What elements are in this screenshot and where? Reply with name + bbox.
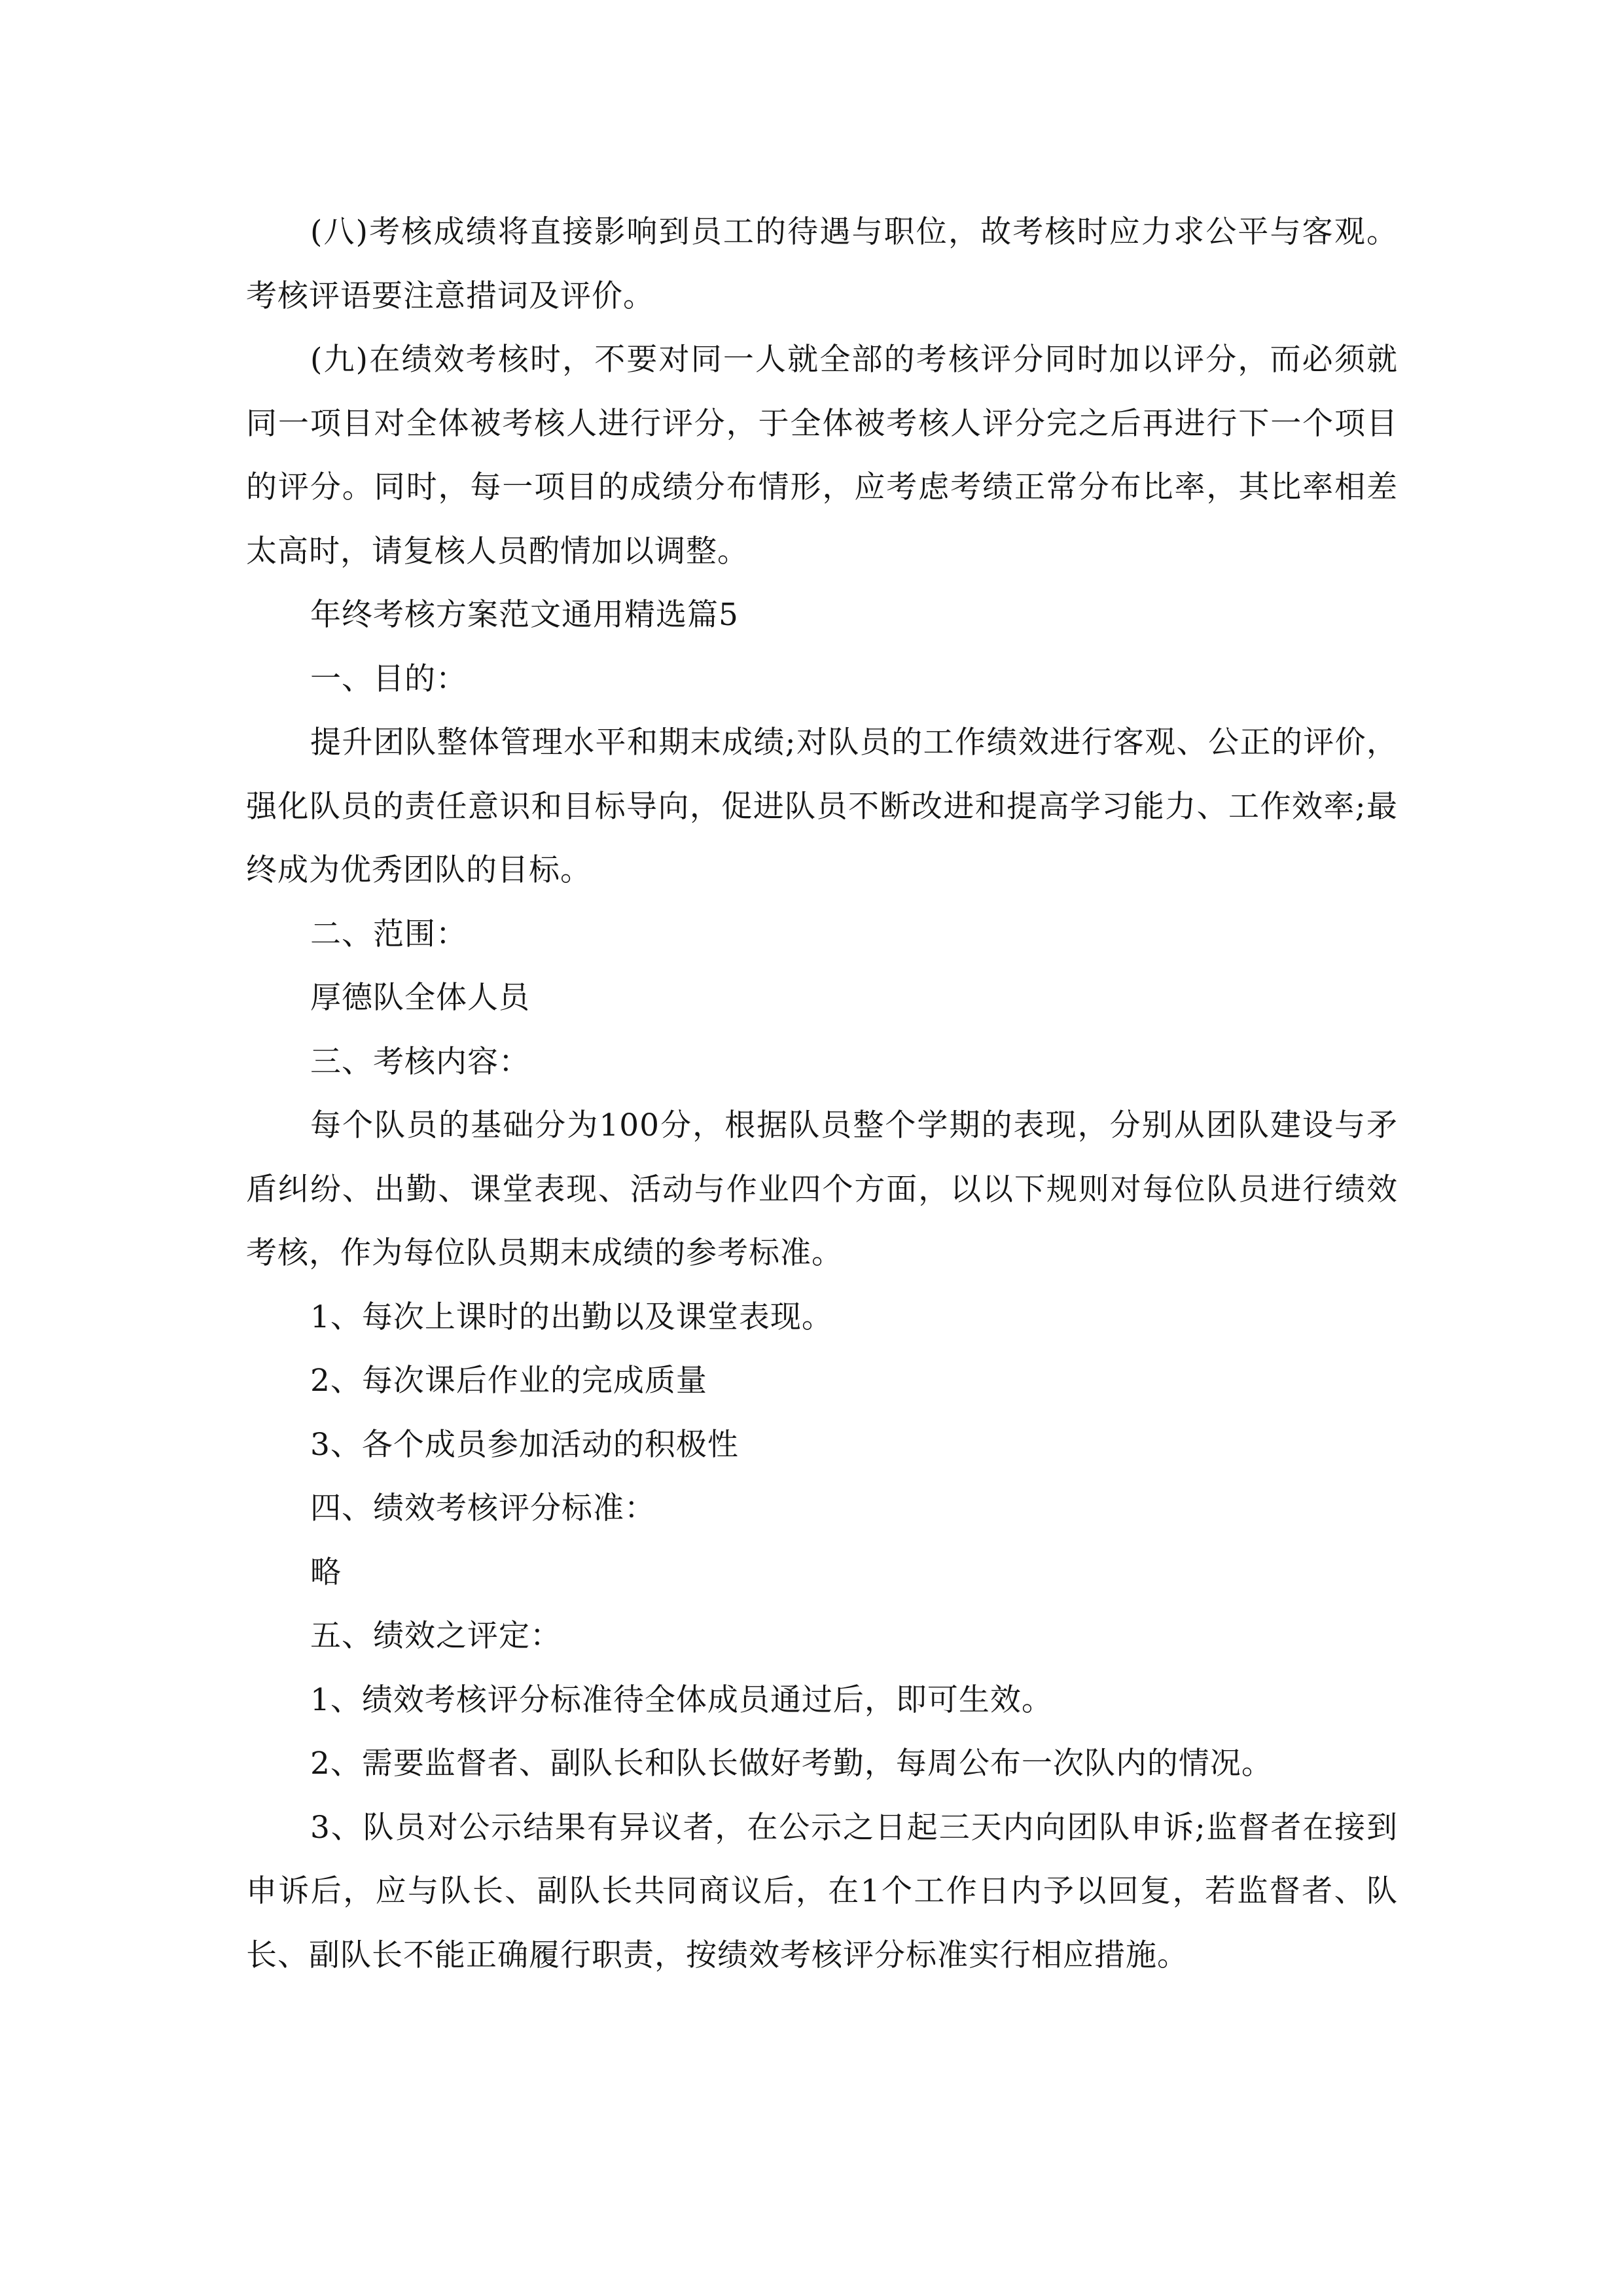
paragraph-8: (八)考核成绩将直接影响到员工的待遇与职位，故考核时应力求公平与客观。考核评语要注意措词及评价。 (246, 214, 1398, 314)
list-item: 3、队员对公示结果有异议者，在公示之日起三天内向团队申诉;监督者在接到申诉后，应与队长、副队长共同商议后，在1个工作日内予以回复，若监督者、队长、副队长不能正确履行职责，按绩效考核评分标准实行相应措施。 (246, 1809, 1398, 1973)
heading-criteria: 四、绩效考核评分标准： (310, 1490, 656, 1526)
document-body (246, 200, 1398, 1987)
list-item: 2、每次课后作业的完成质量 (310, 1363, 707, 1399)
list-item: 3、各个成员参加活动的积极性 (310, 1426, 739, 1463)
heading-evaluation: 五、绩效之评定： (310, 1618, 562, 1654)
purpose-text: 提升团队整体管理水平和期末成绩;对队员的工作绩效进行客观、公正的评价，强化队员的责任意识和目标导向，促进队员不断改进和提高学习能力、工作效率;最终成为优秀团队的目标。 (246, 725, 1398, 888)
paragraph-9: (九)在绩效考核时，不要对同一人就全部的考核评分同时加以评分，而必须就同一项目对全体被考核人进行评分，于全体被考核人评分完之后再进行下一个项目的评分。同时，每一项目的成绩分布情形，应考虑考绩正常分布比率，其比率相差太高时，请复核人员酌情加以调整。 (246, 342, 1398, 569)
content-text: 每个队员的基础分为100分，根据队员整个学期的表现，分别从团队建设与矛盾纠纷、出勤、课堂表现、活动与作业四个方面，以以下规则对每位队员进行绩效考核，作为每位队员期末成绩的参考标准。 (246, 1107, 1398, 1271)
section-title: 年终考核方案范文通用精选篇5 (310, 597, 739, 633)
list-item: 1、每次上课时的出勤以及课堂表现。 (310, 1299, 833, 1335)
criteria-text: 略 (310, 1554, 342, 1590)
heading-purpose: 一、目的： (310, 660, 467, 697)
heading-scope: 二、范围： (310, 916, 467, 952)
list-item: 1、绩效考核评分标准待全体成员通过后，即可生效。 (310, 1681, 1053, 1718)
scope-text: 厚德队全体人员 (310, 980, 530, 1016)
list-item: 2、需要监督者、副队长和队长做好考勤，每周公布一次队内的情况。 (310, 1746, 1273, 1782)
heading-content: 三、考核内容： (310, 1043, 530, 1080)
